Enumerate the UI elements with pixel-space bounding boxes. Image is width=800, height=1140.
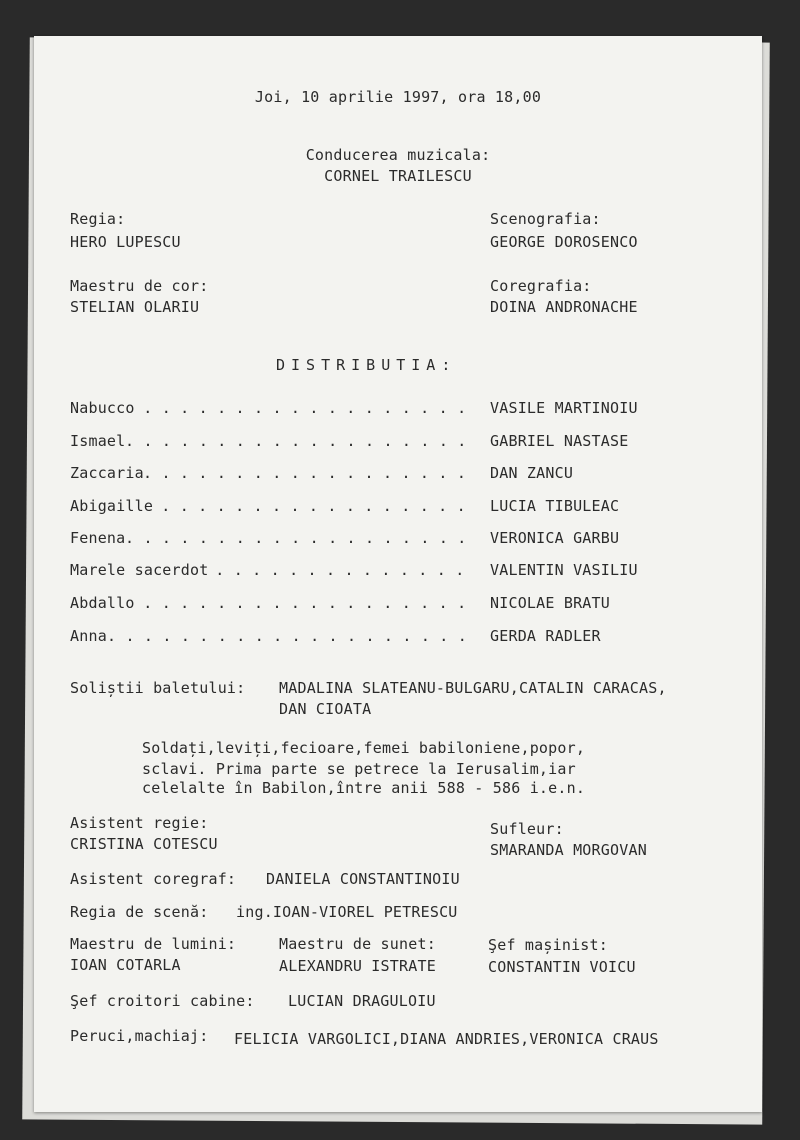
cor-label: Maestru de cor: (70, 277, 209, 295)
role-name: Abdallo (70, 594, 135, 612)
leader-dots: . . . . . . . . . . . . . . . . . . (143, 464, 467, 482)
croitori-name: LUCIAN DRAGULOIU (288, 992, 436, 1010)
scenografia-label: Scenografia: (490, 210, 601, 228)
lumini-label: Maestru de lumini: (70, 935, 237, 953)
role-name: Zaccaria (70, 464, 144, 482)
balet-names-line1: MADALINA SLATEANU-BULGARU,CATALIN CARACAS, (279, 679, 667, 697)
coregrafia-name: DOINA ANDRONACHE (490, 298, 638, 316)
leader-dots: . . . . . . . . . . . . . . (206, 561, 465, 579)
balet-label: Soliștii baletului: (70, 679, 246, 697)
role-name: Ismael (70, 432, 126, 450)
sunet-name: ALEXANDRU ISTRATE (279, 957, 436, 975)
singer-name: GABRIEL NASTASE (490, 432, 629, 450)
asistent-regie-name: CRISTINA COTESCU (70, 835, 218, 853)
scenografia-name: GEORGE DOROSENCO (490, 233, 638, 251)
leader-dots: . . . . . . . . . . . . . . . . . . (134, 594, 467, 612)
sunet-label: Maestru de sunet: (279, 935, 436, 953)
coregrafia-label: Coregrafia: (490, 277, 592, 295)
asistent-coregraf-name: DANIELA CONSTANTINOIU (266, 870, 460, 888)
regia-name: HERO LUPESCU (70, 233, 181, 251)
role-name: Anna (70, 627, 107, 645)
croitori-label: Şef croitori cabine: (70, 992, 255, 1010)
note-line1: Soldați,leviți,fecioare,femei babiloniene,popor, (142, 739, 586, 757)
role-name: Marele sacerdot (70, 561, 209, 579)
asistent-coregraf-label: Asistent coregraf: (70, 870, 237, 888)
singer-name: VASILE MARTINOIU (490, 399, 638, 417)
peruci-label: Peruci,machiaj: (70, 1027, 209, 1045)
leader-dots: . . . . . . . . . . . . . . . . . . . (125, 529, 467, 547)
singer-name: DAN ZANCU (490, 464, 574, 482)
sufleur-name: SMARANDA MORGOVAN (490, 841, 647, 859)
singer-name: LUCIA TIBULEAC (490, 497, 620, 515)
singer-name: NICOLAE BRATU (490, 594, 610, 612)
lumini-name: IOAN COTARLA (70, 956, 181, 974)
cor-name: STELIAN OLARIU (70, 298, 200, 316)
role-name: Fenena (70, 529, 126, 547)
date-line: Joi, 10 aprilie 1997, ora 18,00 (254, 88, 542, 106)
leader-dots: . . . . . . . . . . . . . . . . . . . (125, 432, 467, 450)
asistent-regie-label: Asistent regie: (70, 814, 209, 832)
note-line2: sclavi. Prima parte se petrece la Ierusalim,iar (142, 760, 576, 778)
regia-label: Regia: (70, 210, 126, 228)
regia-scena-name: ing.IOAN-VIOREL PETRESCU (236, 903, 458, 921)
peruci-names: FELICIA VARGOLICI,DIANA ANDRIES,VERONICA CRAUS (234, 1030, 659, 1048)
note-line3: celelalte în Babilon,între anii 588 - 586 i.e.n. (142, 779, 586, 797)
masinist-label: Şef mașinist: (488, 936, 608, 954)
regia-scena-label: Regia de scenă: (70, 903, 209, 921)
program-sheet (34, 36, 762, 1112)
leader-dots: . . . . . . . . . . . . . . . . . . (134, 399, 467, 417)
leader-dots: . . . . . . . . . . . . . . . . . (152, 497, 466, 515)
leader-dots: . . . . . . . . . . . . . . . . . . . . (107, 627, 467, 645)
masinist-name: CONSTANTIN VOICU (488, 958, 636, 976)
distributia-heading: DISTRIBUTIA: (276, 356, 457, 374)
singer-name: GERDA RADLER (490, 627, 601, 645)
role-name: Nabucco (70, 399, 135, 417)
role-name: Abigaille (70, 497, 154, 515)
sufleur-label: Sufleur: (490, 820, 564, 838)
singer-name: VERONICA GARBU (490, 529, 620, 547)
conductor-label: Conducerea muzicala: (305, 146, 491, 164)
conductor-name: CORNEL TRAILESCU (324, 167, 472, 185)
balet-names-line2: DAN CIOATA (279, 700, 372, 718)
singer-name: VALENTIN VASILIU (490, 561, 638, 579)
